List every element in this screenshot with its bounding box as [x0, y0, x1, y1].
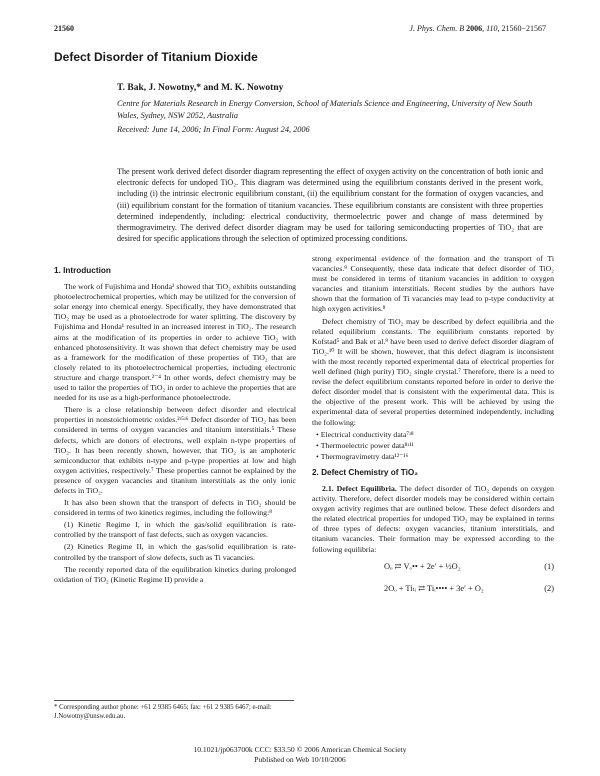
paragraph: (1) Kinetic Regime I, in which the gas/solid equilibration is rate-controlled by the transport of fast defects, such as oxygen vacancies.: [54, 520, 296, 540]
section-heading-introduction: 1. Introduction: [54, 266, 111, 275]
paragraph: The work of Fujishima and Honda¹ showed that TiO₂ exhibits outstanding photoelectrochemical properties, which may be utilized for the conversion of solar energy into chemical energy. Specifically, they have demonstrated that TiO₂ may be used as a photoelectrode for water splitting. The discovery by Fujishima and Honda¹ resulted in an increased interest in TiO₂. The research aims at the modification of its properties in order to achieve TiO₂ with enhanced photosensitivity. It was shown that defect chemistry may be used as a framework for the modification of these properties of TiO₂ that are closely related to its photoelectrochemical properties, including electronic structure and charge transport.²⁻⁴ In other words, defect chemistry may be used to tailor the properties of TiO₂ in order to achieve the properties that are needed for its use as a high-performance photoelectrode.: [54, 282, 296, 403]
subsection-heading: 2.1. Defect Equilibria.: [322, 483, 397, 493]
corresponding-author-footnote: * Corresponding author phone: +61 2 9385 6465; fax: +61 2 9385 6467; e-mail: J.Nowotny@unsw.edu.au.: [54, 700, 294, 721]
journal-pages: 21560−21567: [501, 24, 546, 33]
list-item: • Thermoelectric power data⁸ʴ¹¹: [316, 441, 554, 451]
list-item: • Thermogravimetry data¹²⁻¹⁶: [316, 452, 554, 462]
equation-number: (2): [544, 583, 554, 593]
equation-expression: Oₒ ⇄ Vₒ•• + 2e′ + ½O₂: [384, 561, 461, 571]
list-item: • Electrical conductivity data⁷ʴ⁸: [316, 430, 554, 440]
paragraph: Defect chemistry of TiO₂ may be described by defect equilibria and the related equilibrium constants. The equilibrium constants reported by Kofstad⁵ and Bak et al.⁹ have been used to derive defect disorder diagram of TiO₂.¹⁰ It will be shown, however, that this defect diagram is inconsistent with the most recently reported experimental data of electrical properties for well defined (high purity) TiO₂ single crystal.⁷ Therefore, there is a need to revise the defect equilibrium constants reported before in order to derive the defect disorder model that is consistent with the experimental data. This is the objective of the present work. This will be achieved by using the experimental data of several properties determined independently, including the following:: [312, 316, 554, 427]
journal-volume: 110: [486, 24, 498, 33]
equation-number: (1): [544, 561, 554, 571]
right-column: [312, 254, 554, 601]
affiliation: Centre for Materials Research in Energy Conversion, School of Materials Science and Engineering, University of New South Wales, Sydney, NSW 2052, Australia: [117, 99, 533, 120]
article-title: Defect Disorder of Titanium Dioxide: [54, 50, 258, 64]
equation-1: [312, 557, 554, 579]
doi-line: 10.1021/jp063700k CCC: $33.50 © 2006 American Chemical Society: [193, 745, 407, 754]
running-header: [54, 24, 546, 36]
journal-name: J. Phys. Chem. B: [409, 24, 465, 33]
abstract: The present work derived defect disorder diagram representing the effect of oxygen activity on the concentration of both ionic and electronic defects for undoped TiO₂. This diagram was determined using the equilibrium constants derived in the present work, including (i) the intrinsic electronic equilibrium constant, (ii) the equilibrium constant for the formation of oxygen vacancies, and (iii) equilibrium constant for the formation of titanium vacancies. These equilibrium constants are consistent with three properties determined independently, including: electrical conductivity, thermoelectric power and change of mass determined by thermogravimetry. The derived defect disorder diagram may be used for tailoring semiconducting properties of TiO₂ that are desired for specific applications through the selection of optimized processing conditions.: [117, 167, 543, 244]
section-heading-defect-chemistry: 2. Defect Chemistry of TiO₂: [312, 467, 418, 477]
paragraph: strong experimental evidence of the formation and the transport of Ti vacancies.⁹ Consequently, these data indicate that defect disorder of TiO₂ must be considered in terms of titanium vacancies in addition to oxygen vacancies and titanium interstitials. Recent studies by the authors have shown that the formation of Ti vacancies may lead to p-type conductivity at high oxygen activities.⁸: [312, 254, 554, 314]
paragraph: There is a close relationship between defect disorder and electrical properties in nonstoichiometric oxides.²ʴ⁵ʴ⁶ Defect disorder of TiO₂ has been considered in terms of oxygen vacancies and titanium interstitials.⁵ These defects, which are donors of electrons, well explain n-type properties of TiO₂. It has been recently shown, however, that TiO₂ is an amphoteric semiconductor that exhibits n-type and p-type properties at low and high oxygen activities, respectively.⁷ These properties cannot be explained by the presence of oxygen vacancies and titanium interstitials as the only ionic defects in TiO₂.: [54, 405, 296, 495]
equation-2: [312, 579, 554, 601]
equation-expression: 2Oₒ + Tiₜᵢ ⇄ Tiᵢ•••• + 3e′ + O₂: [384, 583, 484, 593]
journal-citation: J. Phys. Chem. B 2006, 110, 21560−21567: [409, 24, 546, 33]
left-column: [54, 266, 296, 587]
page-footer: [54, 745, 546, 764]
paragraph: (2) Kinetics Regime II, in which the gas/solid equilibration is rate-controlled by the transport of slow defects, such as Ti vacancies.: [54, 542, 296, 562]
paragraph-text: The defect disorder of TiO₂ depends on oxygen activity. Therefore, defect disorder models may be considered within certain oxygen activity regimes that are outlined below. These defect disorders and the related electrical properties for undoped TiO₂ may be explained in terms of three types of defects: oxygen vacancies, titanium interstitials, and titanium vacancies. Their formation may be expressed according to the following equilibria:: [312, 483, 555, 554]
journal-year: 2006: [466, 24, 483, 33]
property-list: [316, 430, 554, 462]
paragraph: The recently reported data of the equilibration kinetics during prolonged oxidation of TiO₂ (Kinetic Regime II) provide a: [54, 564, 296, 584]
author-list: T. Bak, J. Nowotny,* and M. K. Nowotny: [117, 83, 284, 93]
published-line: Published on Web 10/10/2006: [254, 754, 346, 764]
paragraph: It has also been shown that the transport of defects in TiO₂ should be considered in terms of two kinetics regimes, including the following:⁸: [54, 498, 296, 518]
received-dates: Received: June 14, 2006; In Final Form: August 24, 2006: [117, 125, 310, 134]
paragraph: [312, 484, 554, 555]
page-number: 21560: [54, 24, 74, 33]
